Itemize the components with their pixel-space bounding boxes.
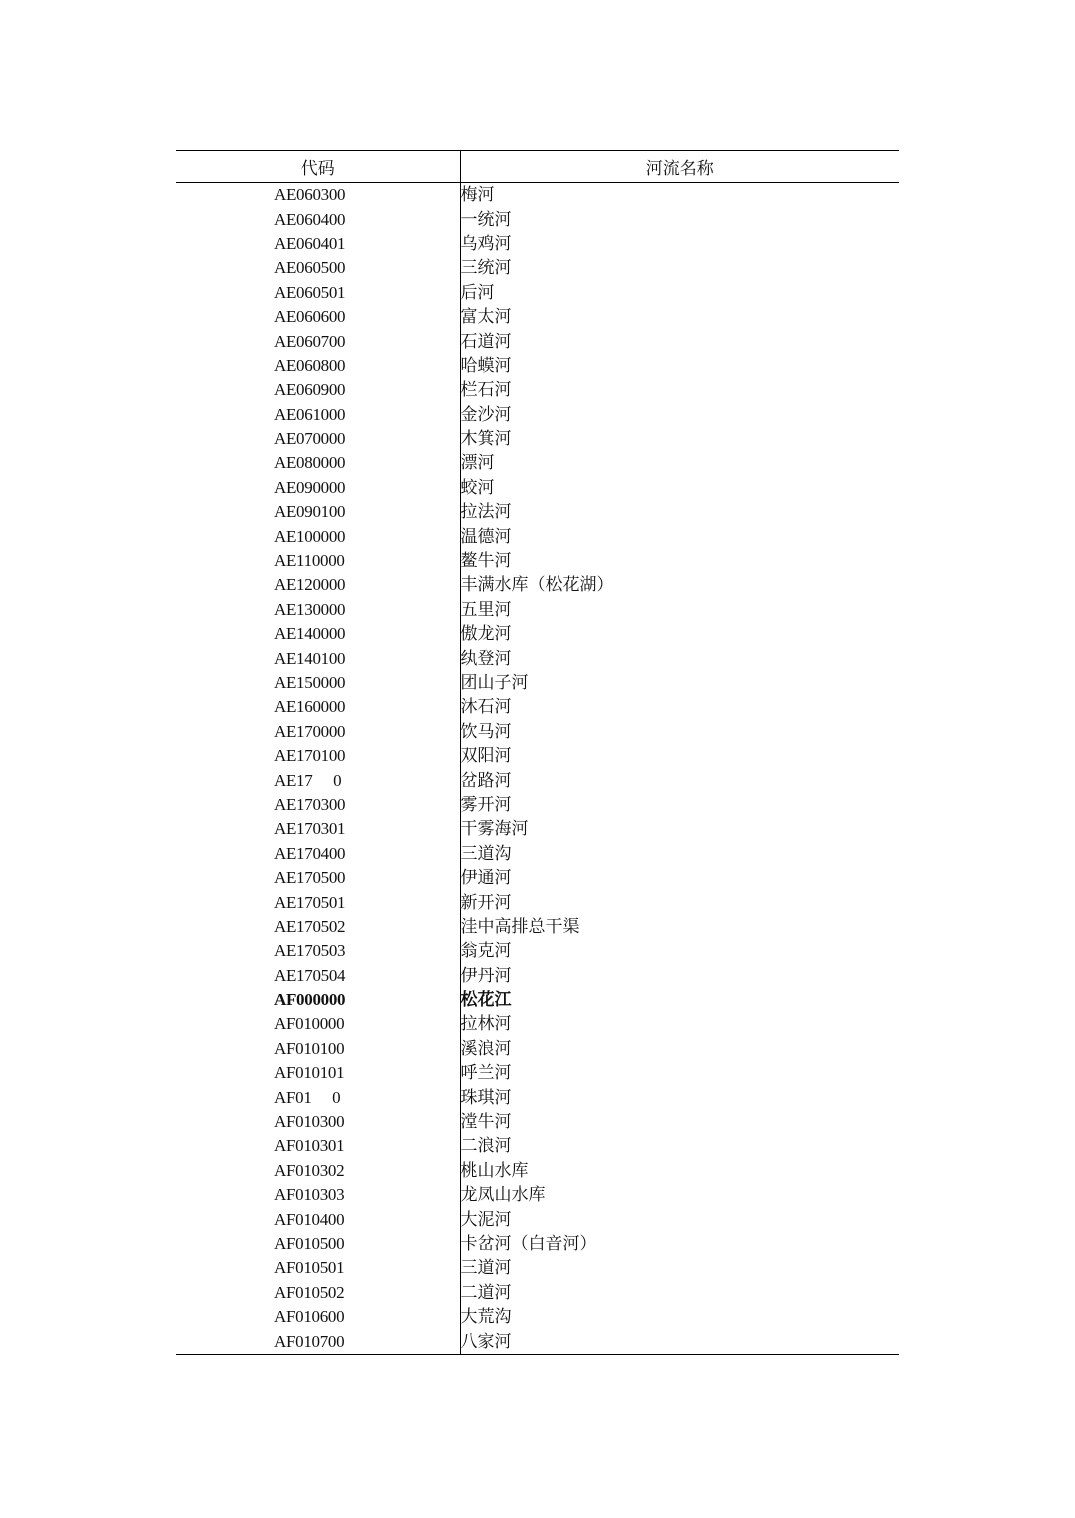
river-code-cell: AE060900: [176, 378, 460, 402]
table-row: [176, 256, 899, 280]
river-code-cell: AF010502: [176, 1281, 460, 1305]
river-name-cell: 饮马河: [460, 721, 512, 742]
river-code-cell: AF010303: [176, 1183, 460, 1207]
river-code-cell: AF010301: [176, 1134, 460, 1158]
table-row: [176, 768, 899, 792]
river-name-cell: 雾开河: [460, 794, 512, 815]
river-name-cell: 拉法河: [460, 502, 512, 523]
table-row: [176, 1207, 899, 1231]
river-code-cell: AF010100: [176, 1037, 460, 1061]
table-row: [176, 281, 899, 305]
river-code-cell: AE070000: [176, 427, 460, 451]
river-name-cell: 二道河: [460, 1282, 512, 1303]
river-name-cell: 三道沟: [460, 843, 512, 864]
table-row: [176, 890, 899, 914]
code-column-header: 代码: [176, 151, 460, 183]
table-row: [176, 695, 899, 719]
table-row: [176, 1085, 899, 1109]
table-body: [176, 183, 899, 1355]
table-row: [176, 1305, 899, 1329]
river-code-cell: AE100000: [176, 524, 460, 548]
river-code-cell: AF000000: [176, 988, 460, 1012]
table-row: [176, 646, 899, 670]
river-name-cell: 岔路河: [460, 770, 512, 791]
table-row: [176, 720, 899, 744]
table-row: [176, 549, 899, 573]
river-name-cell: 丰满水库（松花湖）: [460, 575, 614, 596]
river-code-cell: AE060401: [176, 232, 460, 256]
table-row: [176, 524, 899, 548]
table-row: [176, 1183, 899, 1207]
river-name-cell: 卡岔河（白音河）: [460, 1233, 597, 1254]
table-row: [176, 1232, 899, 1256]
table-row: [176, 1281, 899, 1305]
table-row: [176, 573, 899, 597]
table-row: [176, 1061, 899, 1085]
table-row: [176, 427, 899, 451]
table-row: [176, 232, 899, 256]
river-name-cell: 石道河: [460, 331, 512, 352]
river-code-cell: AE170502: [176, 915, 460, 939]
river-name-cell: 五里河: [460, 599, 512, 620]
river-code-cell: AE170301: [176, 817, 460, 841]
river-name-cell: 鳌牛河: [460, 551, 512, 572]
river-code-cell: AE140100: [176, 646, 460, 670]
table-row: [176, 622, 899, 646]
river-code-cell: AF01 0: [176, 1085, 460, 1109]
river-name-cell: 溪浪河: [460, 1038, 512, 1059]
river-name-cell: 漟牛河: [460, 1112, 512, 1133]
table-row: [176, 451, 899, 475]
river-code-cell: AF010700: [176, 1329, 460, 1354]
river-code-cell: AE060700: [176, 329, 460, 353]
river-name-cell: 金沙河: [460, 404, 512, 425]
river-name-cell: 纨登河: [460, 648, 512, 669]
river-name-cell: 翁克河: [460, 941, 512, 962]
river-code-cell: AF010600: [176, 1305, 460, 1329]
river-code-cell: AE170300: [176, 793, 460, 817]
river-code-cell: AF010000: [176, 1012, 460, 1036]
table-row: [176, 744, 899, 768]
table-row: [176, 1256, 899, 1280]
table-row: [176, 842, 899, 866]
river-code-cell: AE080000: [176, 451, 460, 475]
table-row: [176, 403, 899, 427]
river-name-cell: 团山子河: [460, 673, 529, 693]
table-row: [176, 1037, 899, 1061]
table-row: [176, 1159, 899, 1183]
table-row: [176, 378, 899, 402]
river-code-cell: AE140000: [176, 622, 460, 646]
table-row: [176, 500, 899, 524]
river-code-cell: AE17 0: [176, 768, 460, 792]
river-name-cell: 梅河: [460, 185, 495, 206]
river-name-cell: 伊通河: [460, 868, 512, 889]
river-name-cell: 呼兰河: [460, 1063, 512, 1084]
river-code-cell: AE090000: [176, 476, 460, 500]
river-name-cell: 傲龙河: [460, 624, 512, 645]
river-code-cell: AE130000: [176, 598, 460, 622]
table-row: [176, 1110, 899, 1134]
river-name-cell: 蛟河: [460, 477, 495, 498]
table-row: [176, 598, 899, 622]
river-name-cell: 拉林河: [460, 1014, 512, 1035]
river-code-cell: AE110000: [176, 549, 460, 573]
river-code-cell: AF010400: [176, 1207, 460, 1231]
table-row: [176, 817, 899, 841]
table-row: [176, 329, 899, 353]
river-code-cell: AF010300: [176, 1110, 460, 1134]
river-name-cell: 珠琪河: [460, 1087, 512, 1108]
header-row: [176, 151, 899, 183]
river-name-cell: 伊丹河: [460, 965, 512, 986]
river-name-column-header: 河流名称: [460, 151, 899, 183]
table-row: [176, 964, 899, 988]
river-code-cell: AE170501: [176, 890, 460, 914]
river-code-cell: AE170400: [176, 842, 460, 866]
river-name-cell: 富太河: [460, 307, 512, 328]
river-code-cell: AE150000: [176, 671, 460, 695]
table-row: [176, 915, 899, 939]
river-name-cell: 乌鸡河: [460, 233, 512, 254]
river-code-cell: AE090100: [176, 500, 460, 524]
river-name-cell: 木箕河: [460, 429, 512, 450]
river-code-cell: AE170500: [176, 866, 460, 890]
river-name-cell: 沐石河: [460, 697, 512, 718]
river-name-cell: 龙凤山水库: [460, 1185, 546, 1206]
river-code-cell: AE060400: [176, 207, 460, 231]
river-code-cell: AE170100: [176, 744, 460, 768]
river-name-cell: 大荒沟: [460, 1307, 512, 1328]
river-code-cell: AF010302: [176, 1159, 460, 1183]
river-code-cell: AE060500: [176, 256, 460, 280]
river-code-table: [176, 150, 899, 1355]
table-row: [176, 476, 899, 500]
river-code-cell: AF010501: [176, 1256, 460, 1280]
river-code-cell: AF010101: [176, 1061, 460, 1085]
table-header: [176, 151, 899, 183]
river-name-cell: 哈蟆河: [460, 355, 512, 376]
river-name-cell: 漂河: [460, 453, 495, 474]
river-code-cell: AE060300: [176, 183, 460, 208]
river-name-cell: 三统河: [460, 258, 512, 279]
river-name-cell: 二浪河: [460, 1136, 512, 1157]
river-code-cell: AE060501: [176, 281, 460, 305]
river-name-cell: 后河: [460, 282, 495, 303]
river-name-cell: 新开河: [460, 892, 512, 913]
table-row: [176, 354, 899, 378]
river-code-cell: AE060800: [176, 354, 460, 378]
river-name-cell: 三道河: [460, 1258, 512, 1279]
river-code-cell: AF010500: [176, 1232, 460, 1256]
river-code-cell: AE061000: [176, 403, 460, 427]
table-row: [176, 866, 899, 890]
table-row: [176, 1134, 899, 1158]
river-name-cell: 栏石河: [460, 380, 512, 401]
river-name-cell: 大泥河: [460, 1209, 512, 1230]
river-code-cell: AE120000: [176, 573, 460, 597]
river-code-cell: AE160000: [176, 695, 460, 719]
river-code-cell: AE170000: [176, 720, 460, 744]
table-row: [176, 793, 899, 817]
table-row: [176, 671, 899, 695]
river-name-cell: 八家河: [460, 1329, 899, 1354]
river-name-cell: 干雾海河: [460, 819, 529, 840]
river-code-cell: AE060600: [176, 305, 460, 329]
river-name-cell: 一统河: [460, 209, 512, 230]
table-row: [176, 939, 899, 963]
table-row: [176, 1012, 899, 1036]
river-code-cell: AE170503: [176, 939, 460, 963]
table-row: [176, 207, 899, 231]
river-code-cell: AE170504: [176, 964, 460, 988]
river-name-cell: 温德河: [460, 526, 512, 547]
table-row: [176, 305, 899, 329]
table-row: [176, 183, 899, 208]
river-name-cell: 松花江: [460, 990, 512, 1011]
river-name-cell: 洼中高排总干渠: [460, 916, 580, 937]
river-name-cell: 桃山水库: [460, 1160, 529, 1181]
table-row: [176, 1329, 899, 1354]
river-name-cell: 双阳河: [460, 746, 512, 767]
table-row: [176, 988, 899, 1012]
